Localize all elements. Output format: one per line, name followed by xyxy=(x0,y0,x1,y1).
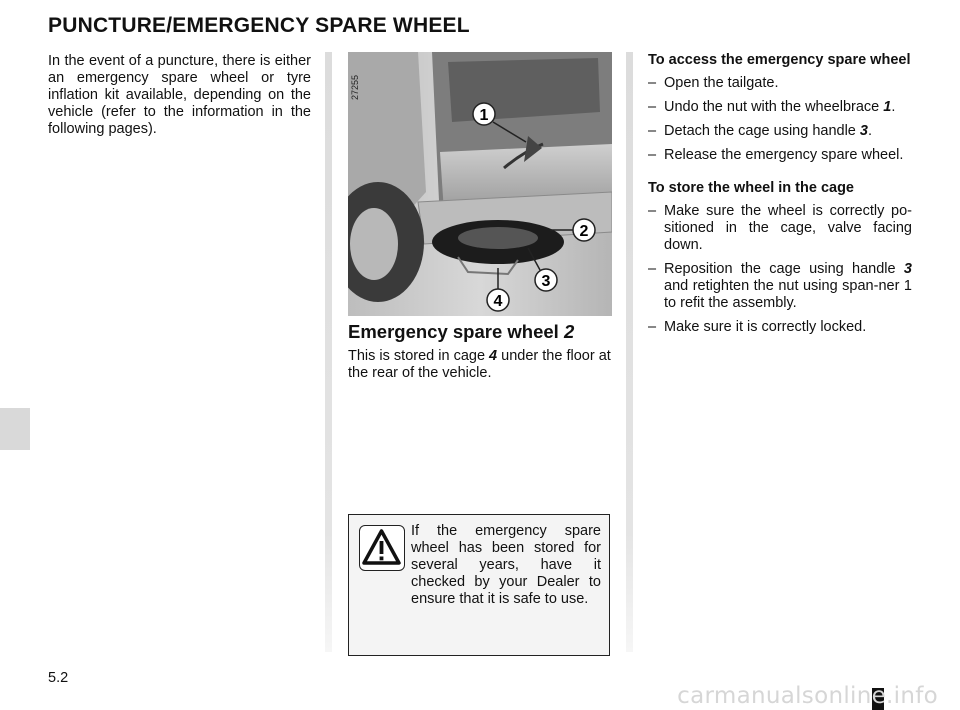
callout-1 xyxy=(473,103,495,125)
svg-text:3: 3 xyxy=(541,273,551,290)
procedure-column xyxy=(648,52,912,343)
list-item: – Make sure the wheel is correctly po-sitioned in the cage, valve facing down. xyxy=(648,203,912,253)
warning-box xyxy=(348,514,610,656)
column-divider-left xyxy=(325,52,332,652)
svg-text:2: 2 xyxy=(579,223,589,240)
intro-paragraph: In the event of a puncture, there is either an emergency spare wheel or tyre inflation kit available, depending on the vehicle (refer to the information in the following pages). xyxy=(48,53,311,137)
store-steps xyxy=(648,203,912,336)
access-heading: To access the emergency spare wheel xyxy=(648,52,911,68)
list-item: – Release the emergency spare wheel. xyxy=(648,147,904,163)
svg-text:1: 1 xyxy=(479,107,489,124)
watermark: carmanualsonline.info xyxy=(677,683,938,709)
callout-3 xyxy=(535,269,557,291)
list-item: – Open the tailgate. xyxy=(648,75,779,91)
access-steps xyxy=(648,75,912,164)
page-number: 5.2 xyxy=(48,670,69,686)
list-item: – Reposition the cage using handle 3 and retighten the nut using span-ner 1 to refit the assembly. xyxy=(648,261,912,311)
spare-wheel-heading-text: Emergency spare wheel xyxy=(348,321,559,342)
spare-wheel-heading xyxy=(348,321,574,343)
svg-text:4: 4 xyxy=(493,293,503,310)
list-item: – Undo the nut with the wheelbrace 1. xyxy=(648,99,896,115)
figure-code: 27255 xyxy=(350,74,360,100)
spare-wheel-body xyxy=(348,348,614,382)
chapter-tab xyxy=(0,408,30,450)
spare-wheel-paragraph xyxy=(348,348,614,382)
list-item: – Detach the cage using handle 3. xyxy=(648,123,873,139)
list-item: – Make sure it is correctly locked. xyxy=(648,319,867,335)
column-divider-right xyxy=(626,52,633,652)
callout-2 xyxy=(573,219,595,241)
store-heading: To store the wheel in the cage xyxy=(648,180,854,196)
spare-wheel-heading-ref: 2 xyxy=(563,321,575,342)
page-title: PUNCTURE/EMERGENCY SPARE WHEEL xyxy=(48,14,470,37)
spare-wheel-body-post: under the floor at the rear of the vehicle. xyxy=(348,348,611,381)
vehicle-rear-photo xyxy=(348,52,612,316)
warning-text-content: If the emergency spare wheel has been stored for several years, have it checked by your Dealer to ensure that it is safe to use. xyxy=(411,523,601,607)
intro-column xyxy=(48,53,311,138)
spare-wheel-body-pre: This is stored in cage xyxy=(348,348,490,364)
spare-wheel-illustration xyxy=(348,52,612,316)
spare-wheel-body-ref: 4 xyxy=(489,348,498,364)
callout-4 xyxy=(487,289,509,311)
warning-text xyxy=(359,523,601,608)
